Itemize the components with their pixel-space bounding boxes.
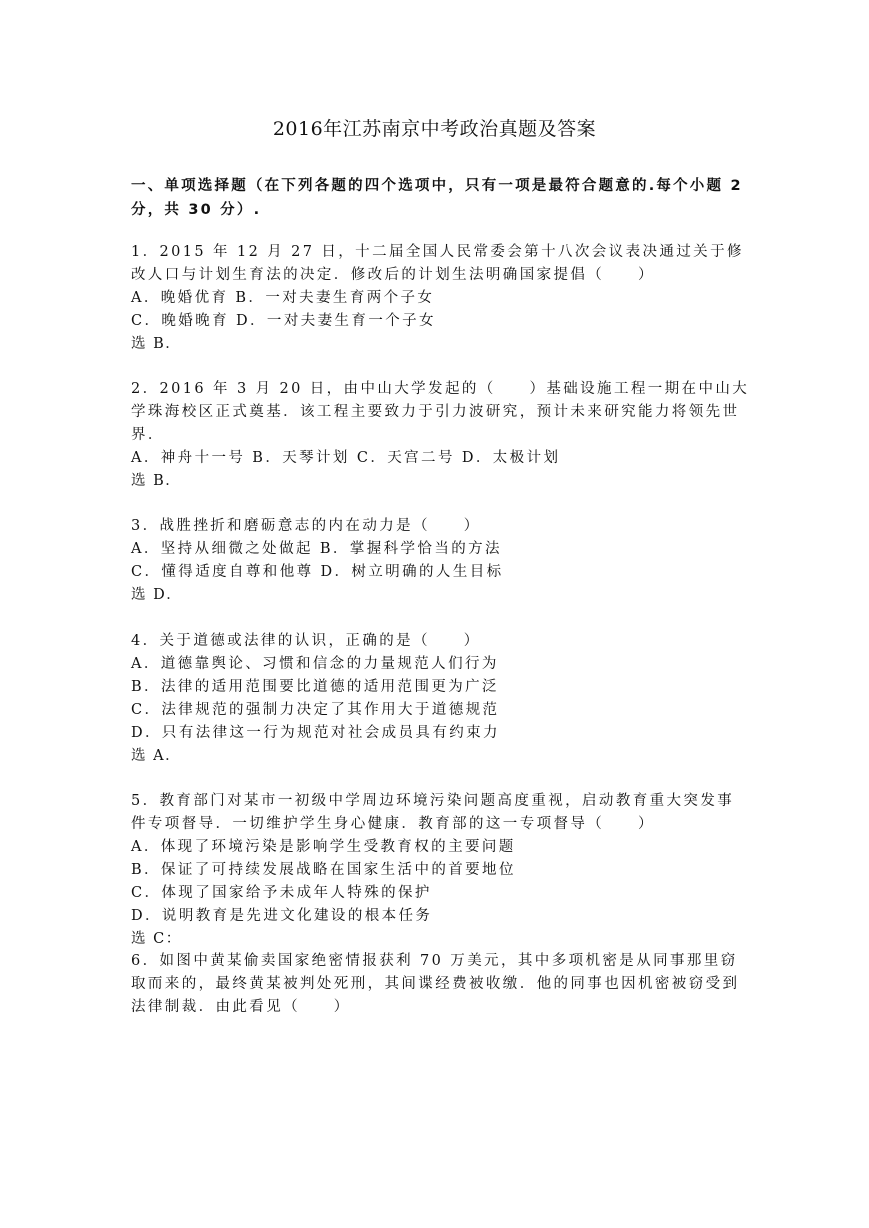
answer-line: 选 B． — [131, 336, 182, 352]
option-line: D．只有法律这一行为规范对社会成员具有约束力 — [131, 725, 500, 741]
option-line: B．保证了可持续发展战略在国家生活中的首要地位 — [131, 862, 516, 878]
answer-line: 选 D． — [131, 587, 183, 603]
question-2 — [131, 378, 751, 493]
answer-line: 选 C： — [131, 931, 182, 947]
option-line: C．法律规范的强制力决定了其作用大于道德规范 — [131, 702, 500, 718]
option-line: D．说明教育是先进文化建设的根本任务 — [131, 908, 433, 924]
question-5 — [131, 790, 751, 951]
answer-line: 选 A． — [131, 748, 182, 764]
question-4 — [131, 630, 751, 768]
option-line: A．道德靠舆论、习惯和信念的力量规范人们行为 — [131, 656, 499, 672]
question-stem: 3．战胜挫折和磨砺意志的内在动力是（ ） — [131, 518, 481, 534]
option-line: A．坚持从细微之处做起 B．掌握科学恰当的方法 — [131, 541, 502, 557]
option-line: A．体现了环境污染是影响学生受教育权的主要问题 — [131, 839, 516, 855]
option-line: A．晚婚优育 B．一对夫妻生育两个子女 — [131, 290, 435, 306]
option-line: A．神舟十一号 B．天琴计划 C．天宫二号 D．太极计划 — [131, 450, 561, 466]
question-stem: 6．如图中黄某偷卖国家绝密情报获利 70 万美元，其中多项机密是从同事那里窃取而来的，最终黄某被判处死刑，其间谍经费被收缴．他的同事也因机密被窃受到法律制裁．由此看见（ ） — [131, 953, 740, 1015]
question-3 — [131, 515, 751, 607]
option-line: C．懂得适度自尊和他尊 D．树立明确的人生目标 — [131, 564, 504, 580]
answer-line: 选 B． — [131, 473, 182, 489]
option-line: C．晚婚晚育 D．一对夫妻生育一个子女 — [131, 313, 436, 329]
question-stem: 1．2015 年 12 月 27 日，十二届全国人民常委会第十八次会议表决通过关于修改人口与计划生育法的决定．修改后的计划生法明确国家提倡（ ） — [131, 244, 744, 283]
question-stem: 4．关于道德或法律的认识，正确的是（ ） — [131, 633, 481, 649]
option-line: B．法律的适用范围要比道德的适用范围更为广泛 — [131, 679, 499, 695]
question-6 — [131, 950, 751, 1019]
question-1 — [131, 241, 751, 356]
option-line: C．体现了国家给予未成年人特殊的保护 — [131, 885, 432, 901]
question-stem: 5．教育部门对某市一初级中学周边环境污染问题高度重视，启动教育重大突发事件专项督导．一切维护学生身心健康．教育部的这一专项督导（ ） — [131, 793, 735, 832]
document-title: 2016年江苏南京中考政治真题及答案 — [272, 118, 597, 140]
question-stem: 2．2016 年 3 月 20 日，由中山大学发起的（ ）基础设施工程一期在中山大学珠海校区正式奠基．该工程主要致力于引力波研究，预计未来研究能力将领先世界． — [131, 381, 750, 443]
section-header: 一、单项选择题（在下列各题的四个选项中，只有一项是最符合题意的.每个小题 2 分，共 30 分）. — [131, 178, 743, 218]
